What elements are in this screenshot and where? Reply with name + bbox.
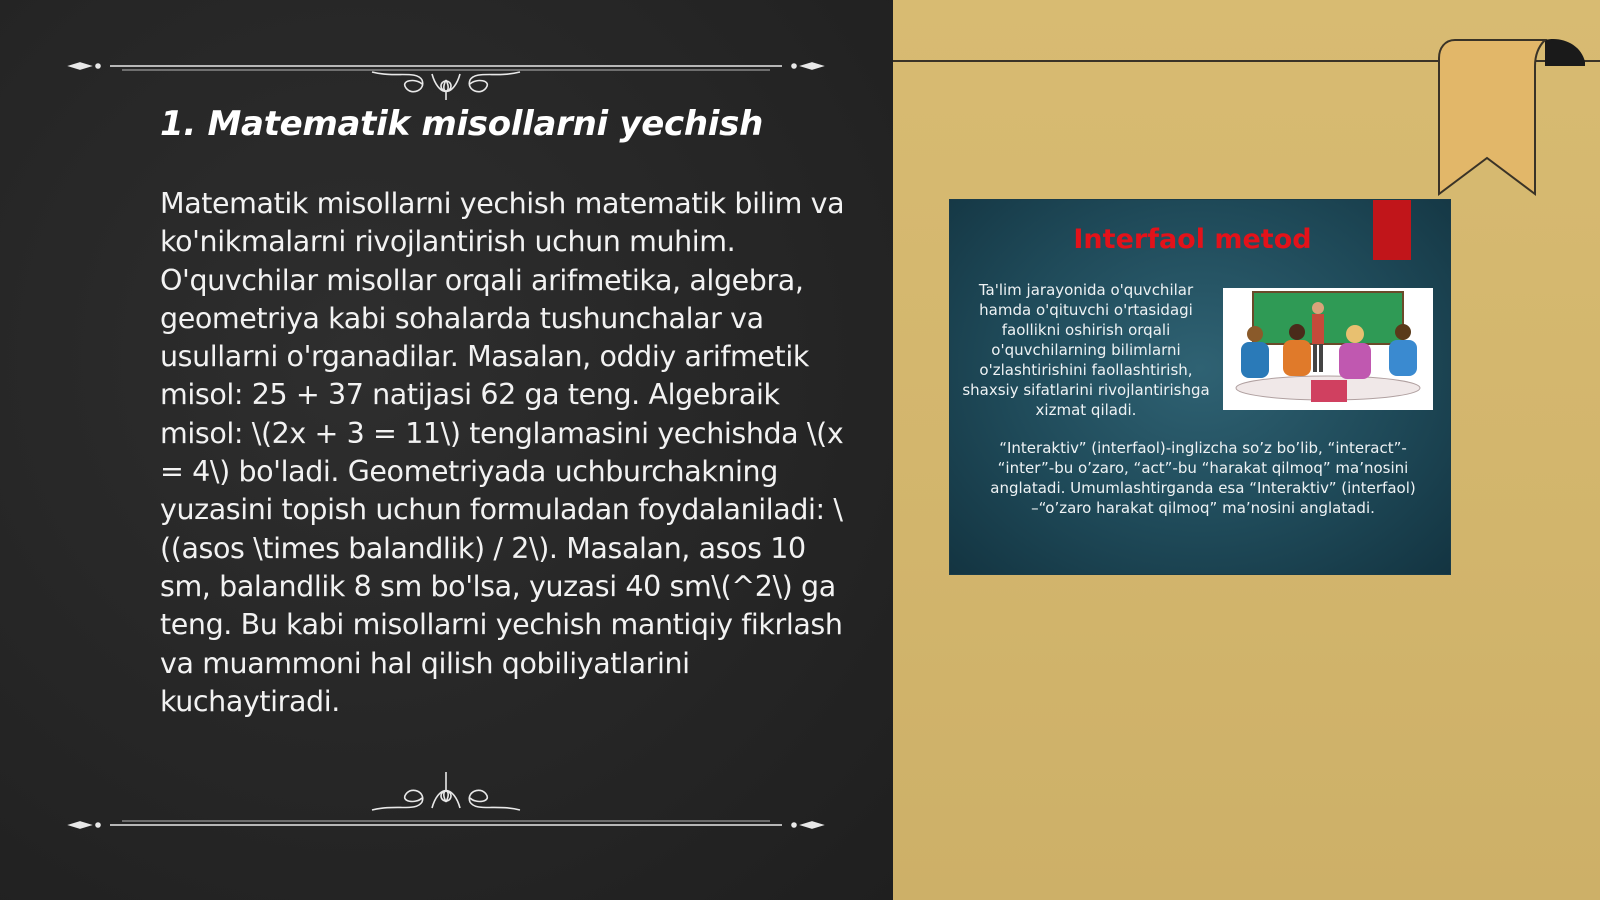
inset-paragraph-1: Ta'lim jarayonida o'quvchilar hamda o'qituvchi o'rtasidagi faollikni oshirish orqali o'quvchilarning bilimlarni o'zlashtirishini faollashtirish, shaxsiy sifatlarini rivojlantirishga xizmat qiladi. (962, 281, 1210, 419)
ornament-divider-top-icon (66, 40, 826, 100)
ornament-divider-bottom-icon (66, 770, 826, 830)
slide-body-text: Matematik misollarni yechish matematik bilim va ko'nikmalarni rivojlantirish uchun muhim. O'quvchilar misollar orqali arifmetika, algebra, geometriya kabi sohalarda tushunchalar va usullarni o'rganadilar. Masalan, oddiy arifmetik misol: 25 + 37 natijasi 62 ga teng. Algebraik misol: \(2x + 3 = 11\) tenglamasini yechishda \(x = 4\) bo'ladi. Geometriyada uchburchakning yuzasini topish uchun formuladan foydalaniladi: \((asos \times balandlik) / 2\). Masalan, asos 10 sm, balandlik 8 sm bo'lsa, yuzasi 40 sm\(^2\) ga teng. Bu kabi misollarni yechish mantiqiy fikrlash va muammoni hal qilish qobiliyatlarini kuchaytiradi. (160, 187, 845, 718)
interfaol-metod-image (950, 200, 1450, 574)
classroom-illustration-icon (1223, 288, 1433, 410)
inset-title: Interfaol metod (1073, 224, 1312, 255)
slide-title: 1. Matematik misollarni yechish (160, 104, 763, 144)
bookmark-ribbon-icon (1437, 36, 1585, 196)
inset-paragraph-2: “Interaktiv” (interfaol)-inglizcha so’z bo’lib, “interact”- “inter”-bu o’zaro, “act”-bu “harakat qilmoq” ma’nosini anglatadi. Umumlashtirganda esa “Interaktiv” (interfaol) –“o’zaro harakat qilmoq” ma’nosini anglatadi. (990, 439, 1416, 517)
